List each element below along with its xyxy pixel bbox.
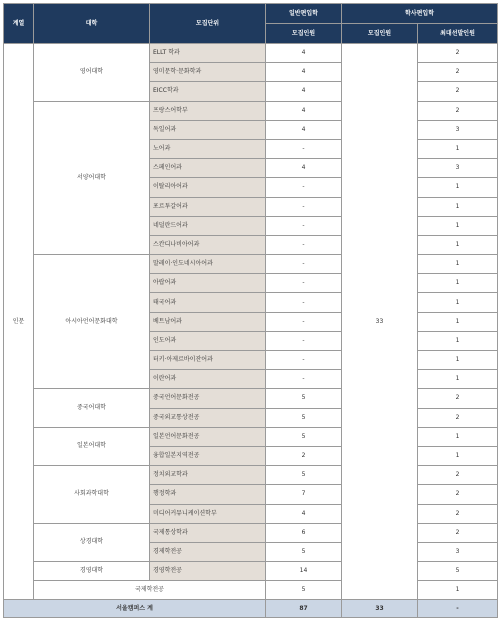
general-count-cell: 6 — [266, 523, 342, 542]
general-count-cell: - — [266, 216, 342, 235]
max-quota-cell: 1 — [418, 351, 498, 370]
unit-cell: 네덜란드어과 — [150, 216, 266, 235]
admission-quota-table — [3, 3, 498, 618]
college-cell: 경영대학 — [34, 562, 150, 581]
unit-cell: ELLT 학과 — [150, 44, 266, 63]
college-cell: 일본어대학 — [34, 427, 150, 465]
college-cell: 사회과학대학 — [34, 466, 150, 524]
college-cell: 상경대학 — [34, 523, 150, 561]
max-quota-cell: 1 — [418, 331, 498, 350]
college-cell: 중국어대학 — [34, 389, 150, 427]
general-count-cell: 4 — [266, 504, 342, 523]
unit-cell: 포르투갈어과 — [150, 197, 266, 216]
max-quota-cell: 2 — [418, 63, 498, 82]
college-cell: 국제학전공 — [34, 581, 266, 600]
general-count-cell: 2 — [266, 446, 342, 465]
unit-cell: 영미문학·문화학과 — [150, 63, 266, 82]
unit-cell: 융합일본지역전공 — [150, 446, 266, 465]
max-quota-cell: 3 — [418, 120, 498, 139]
general-count-cell: 5 — [266, 542, 342, 561]
total-bachelor-count: 33 — [342, 600, 418, 618]
admission-table-container — [3, 3, 497, 618]
general-count-cell: - — [266, 370, 342, 389]
header-bachelor-count: 모집인원 — [342, 24, 418, 44]
unit-cell: 프랑스어학부 — [150, 101, 266, 120]
unit-cell: 인도어과 — [150, 331, 266, 350]
unit-cell: 스칸디나비아어과 — [150, 235, 266, 254]
max-quota-cell: 1 — [418, 293, 498, 312]
general-count-cell: 4 — [266, 101, 342, 120]
unit-cell: 일본언어문화전공 — [150, 427, 266, 446]
unit-cell: 베트남어과 — [150, 312, 266, 331]
general-count-cell: - — [266, 351, 342, 370]
total-label: 서울캠퍼스 계 — [4, 600, 266, 618]
unit-cell: 터키·아제르바이잔어과 — [150, 351, 266, 370]
header-max-quota: 최대선발인원 — [418, 24, 498, 44]
total-max-quota: - — [418, 600, 498, 618]
general-count-cell: 14 — [266, 562, 342, 581]
unit-cell: 이란어과 — [150, 370, 266, 389]
max-quota-cell: 1 — [418, 197, 498, 216]
max-quota-cell: 1 — [418, 370, 498, 389]
category-cell: 인문 — [4, 44, 34, 600]
max-quota-cell: 1 — [418, 312, 498, 331]
general-count-cell: 4 — [266, 63, 342, 82]
general-count-cell: 4 — [266, 159, 342, 178]
college-cell: 아시아언어문화대학 — [34, 255, 150, 389]
general-count-cell: - — [266, 255, 342, 274]
unit-cell: 정치외교학과 — [150, 466, 266, 485]
unit-cell: 이탈리아어과 — [150, 178, 266, 197]
max-quota-cell: 1 — [418, 427, 498, 446]
general-count-cell: - — [266, 139, 342, 158]
college-cell: 서양어대학 — [34, 101, 150, 255]
general-count-cell: - — [266, 293, 342, 312]
max-quota-cell: 2 — [418, 485, 498, 504]
general-count-cell: 7 — [266, 485, 342, 504]
unit-cell: EICC학과 — [150, 82, 266, 101]
max-quota-cell: 2 — [418, 466, 498, 485]
max-quota-cell: 1 — [418, 139, 498, 158]
max-quota-cell: 1 — [418, 178, 498, 197]
general-count-cell: 4 — [266, 120, 342, 139]
unit-cell: 태국어과 — [150, 293, 266, 312]
general-count-cell: 5 — [266, 466, 342, 485]
unit-cell: 국제통상학과 — [150, 523, 266, 542]
max-quota-cell: 1 — [418, 255, 498, 274]
max-quota-cell: 2 — [418, 408, 498, 427]
unit-cell: 노어과 — [150, 139, 266, 158]
header-general-count: 모집인원 — [266, 24, 342, 44]
general-count-cell: - — [266, 331, 342, 350]
unit-cell: 행정학과 — [150, 485, 266, 504]
general-count-cell: 5 — [266, 389, 342, 408]
general-count-cell: 5 — [266, 581, 342, 600]
unit-cell: 중국외교통상전공 — [150, 408, 266, 427]
max-quota-cell: 2 — [418, 504, 498, 523]
unit-cell: 미디어커뮤니케이션학부 — [150, 504, 266, 523]
max-quota-cell: 2 — [418, 523, 498, 542]
max-quota-cell: 2 — [418, 101, 498, 120]
max-quota-cell: 2 — [418, 389, 498, 408]
header-general-transfer: 일반편입학 — [266, 4, 342, 24]
max-quota-cell: 2 — [418, 82, 498, 101]
general-count-cell: - — [266, 274, 342, 293]
general-count-cell: 5 — [266, 427, 342, 446]
header-category: 계열 — [4, 4, 34, 44]
header-bachelor-transfer: 학사편입학 — [342, 4, 498, 24]
unit-cell: 경영학전공 — [150, 562, 266, 581]
header-college: 대학 — [34, 4, 150, 44]
unit-cell: 아랍어과 — [150, 274, 266, 293]
unit-cell: 경제학전공 — [150, 542, 266, 561]
general-count-cell: - — [266, 178, 342, 197]
max-quota-cell: 1 — [418, 235, 498, 254]
college-cell: 영어대학 — [34, 44, 150, 102]
max-quota-cell: 5 — [418, 562, 498, 581]
header-unit: 모집단위 — [150, 4, 266, 44]
general-count-cell: - — [266, 312, 342, 331]
max-quota-cell: 1 — [418, 216, 498, 235]
general-count-cell: 4 — [266, 82, 342, 101]
general-count-cell: 5 — [266, 408, 342, 427]
max-quota-cell: 1 — [418, 274, 498, 293]
general-count-cell: 4 — [266, 44, 342, 63]
max-quota-cell: 1 — [418, 446, 498, 465]
max-quota-cell: 3 — [418, 542, 498, 561]
max-quota-cell: 3 — [418, 159, 498, 178]
unit-cell: 말레이·인도네시아어과 — [150, 255, 266, 274]
unit-cell: 스페인어과 — [150, 159, 266, 178]
max-quota-cell: 2 — [418, 44, 498, 63]
max-quota-cell: 1 — [418, 581, 498, 600]
bachelor-total-cell: 33 — [342, 44, 418, 600]
general-count-cell: - — [266, 235, 342, 254]
unit-cell: 중국언어문화전공 — [150, 389, 266, 408]
unit-cell: 독일어과 — [150, 120, 266, 139]
general-count-cell: - — [266, 197, 342, 216]
total-general-count: 87 — [266, 600, 342, 618]
